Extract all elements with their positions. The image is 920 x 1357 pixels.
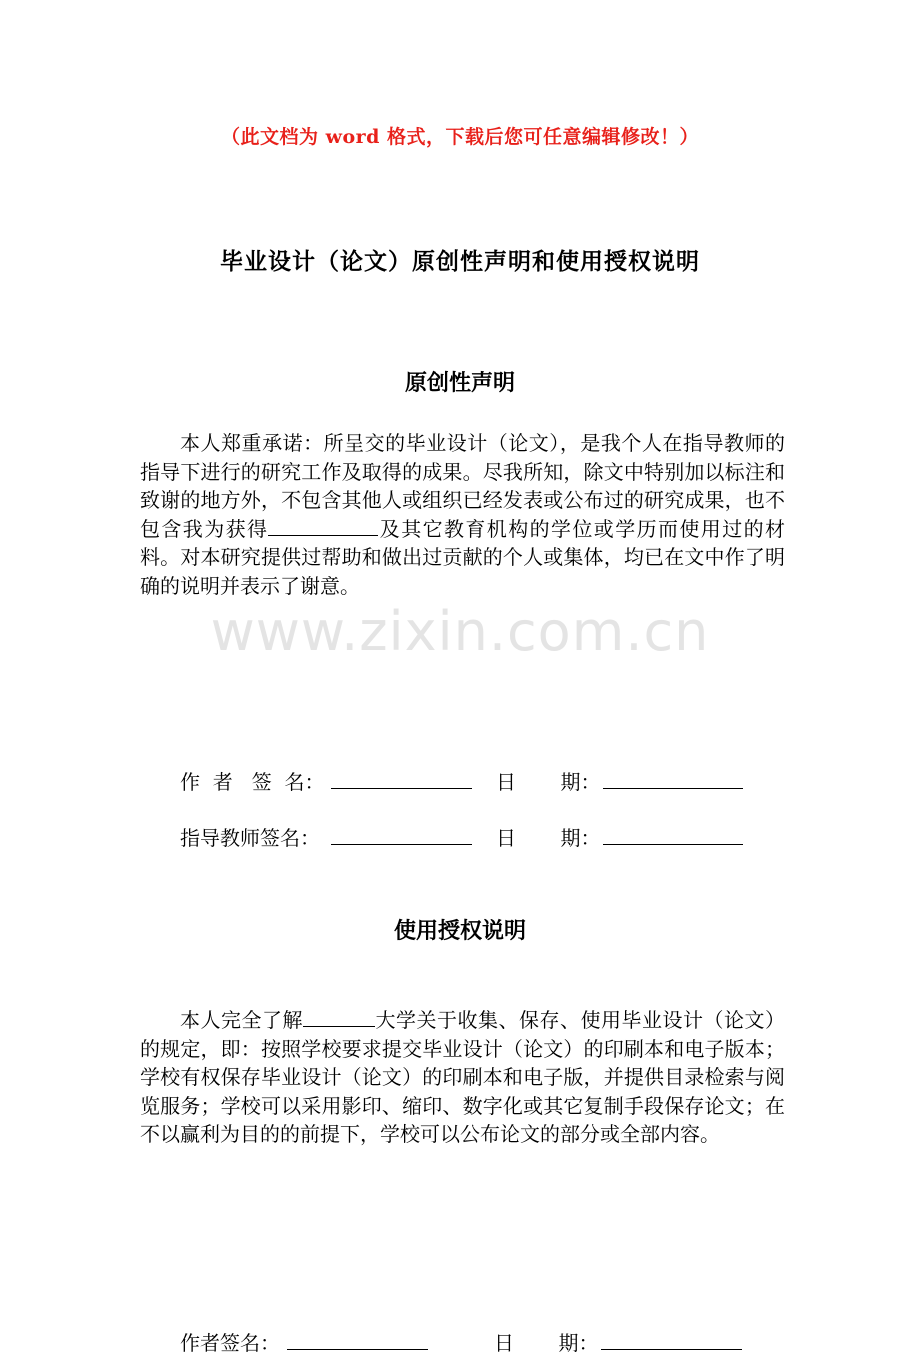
advisor-signature-line[interactable]	[331, 844, 472, 845]
document-title: 毕业设计（论文）原创性声明和使用授权说明	[220, 248, 700, 275]
author-date-label: 日 期：	[496, 770, 601, 794]
author-signature-label: 作 者 签 名：	[180, 770, 325, 794]
authorization-section-title: 使用授权说明	[393, 918, 526, 944]
author-signature-row	[180, 768, 780, 796]
advisor-date-line[interactable]	[603, 844, 743, 845]
advisor-signature-row	[180, 824, 780, 852]
degree-blank[interactable]	[268, 515, 378, 536]
author-date-line[interactable]	[603, 788, 743, 789]
authorization-signature-row	[180, 1329, 780, 1357]
advisor-date-label: 日 期：	[496, 826, 601, 850]
authorization-text-part-2: 大学关于收集、保存、使用毕业设计（论文）的规定，即：按照学校要求提交毕业设计（论文）的印刷本和电子版本；学校有权保存毕业设计（论文）的印刷本和电子版，并提供目录检索与阅览服务；学校可以采用影印、缩印、数字化或其它复制手段保存论文；在不以赢利为目的的前提下，学校可以公布论文的部分或全部内容。	[140, 1008, 785, 1146]
university-blank[interactable]	[303, 1006, 375, 1027]
editable-notice: （此文档为 word 格式，下载后您可任意编辑修改！）	[220, 126, 700, 148]
watermark: www.zixin.com.cn	[210, 600, 710, 663]
originality-section-title: 原创性声明	[404, 370, 515, 396]
authorization-author-line[interactable]	[287, 1349, 428, 1350]
originality-text-part-1: 本人郑重承诺：所呈交的毕业设计（论文），是我个人在指导教师的指导下进行的研究工作及取得的成果。尽我所知，除文中特别加以标注和致谢的地方外，不包含其他人或组织已经发表或公布过的研究成果，也不包含我为获得	[140, 431, 785, 541]
originality-text-part-2: 及其它教育机构的学位或学历而使用过的材料。对本研究提供过帮助和做出过贡献的个人或集体，均已在文中作了明确的说明并表示了谢意。	[140, 516, 786, 598]
authorization-author-label: 作者签名：	[180, 1330, 280, 1355]
authorization-paragraph	[140, 1006, 785, 1149]
originality-paragraph	[140, 429, 785, 600]
authorization-text-part-1: 本人完全了解	[180, 1008, 303, 1032]
authorization-date-label: 日 期：	[494, 1330, 599, 1355]
advisor-signature-label: 指导教师签名：	[180, 826, 320, 850]
author-signature-line[interactable]	[331, 788, 472, 789]
authorization-date-line[interactable]	[601, 1349, 742, 1350]
